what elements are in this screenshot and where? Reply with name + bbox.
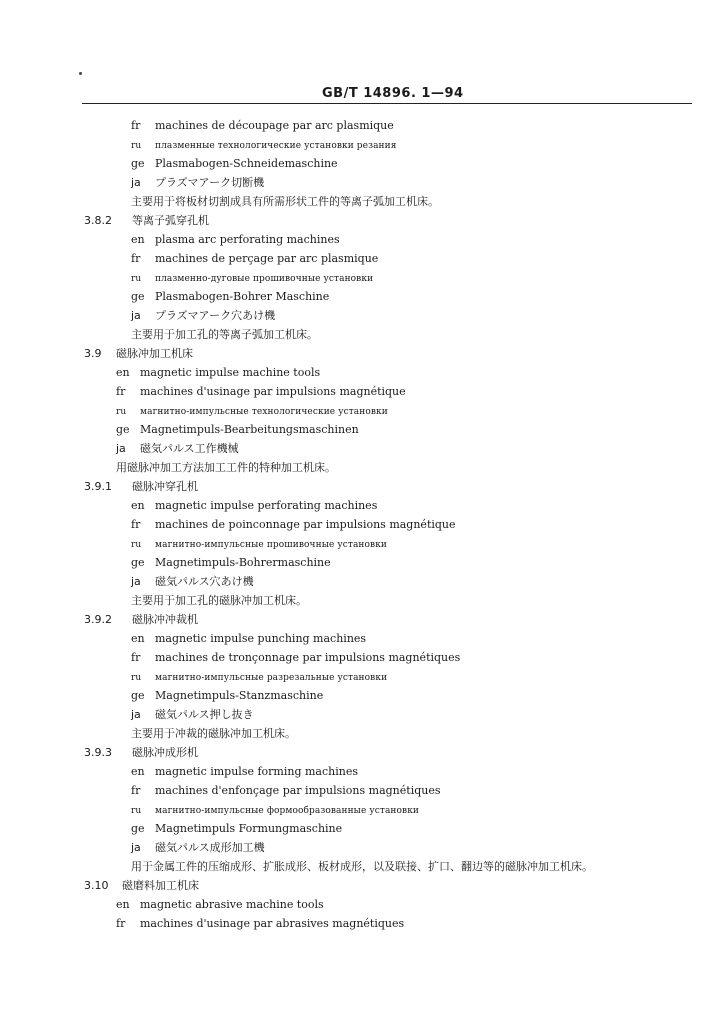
term-en: en magnetic impulse machine tools <box>116 366 321 379</box>
term-en: en plasma arc perforating machines <box>131 233 340 246</box>
definition: 主要用于冲裁的磁脉冲加工机床。 <box>131 727 296 740</box>
term-en: en magnetic impulse forming machines <box>131 765 358 778</box>
term-ja: ja 磁気パルス成形加工機 <box>131 841 265 854</box>
term-ru: ru магнитно-импульсные прошивочные установки <box>131 540 388 550</box>
term-en: en magnetic impulse punching machines <box>131 632 367 645</box>
definition: 主要用于加工孔的磁脉冲加工机床。 <box>131 594 307 607</box>
term-ge: ge Magnetimpuls Formungmaschine <box>131 822 343 835</box>
section-heading: 3.9.2 磁脉冲冲裁机 <box>84 613 198 626</box>
term-ru: ru магнитно-импульсные формообразованные установки <box>131 806 420 816</box>
term-ge: ge Magnetimpuls-Bearbeitungsmaschinen <box>116 423 359 436</box>
term-en: en magnetic impulse perforating machines <box>131 499 378 512</box>
term-fr: fr machines de tronçonnage par impulsions magnétiques <box>131 651 461 664</box>
term-fr: fr machines d'usinage par abrasives magnétiques <box>116 917 405 930</box>
term-ge: ge Magnetimpuls-Bohrermaschine <box>131 556 331 569</box>
term-fr: fr machines de perçage par arc plasmique <box>131 252 379 265</box>
definition: 主要用于加工孔的等离子弧加工机床。 <box>131 328 318 341</box>
definition: 用磁脉冲加工方法加工工件的特种加工机床。 <box>116 461 336 474</box>
term-ge: ge Magnetimpuls-Stanzmaschine <box>131 689 324 702</box>
definition: 用于金属工件的压缩成形、扩胀成形、板材成形，以及联接、扩口、翻边等的磁脉冲加工机床。 <box>131 860 593 873</box>
term-ja: ja プラズマアーク切断機 <box>131 176 265 189</box>
term-fr: fr machines d'enfonçage par impulsions magnétiques <box>131 784 441 797</box>
scan-dot <box>79 72 82 75</box>
term-ja: ja 磁気パルス工作機械 <box>116 442 239 455</box>
term-ja: ja 磁気パルス穴あけ機 <box>131 575 254 588</box>
page-header: GB/T 14896. 1—94 <box>322 86 464 101</box>
section-heading: 3.9.3 磁脉冲成形机 <box>84 746 198 759</box>
definition: 主要用于将板材切割成具有所需形状工件的等离子弧加工机床。 <box>131 195 439 208</box>
term-ge: ge Plasmabogen-Bohrer Maschine <box>131 290 330 303</box>
term-ja: ja プラズマアーク穴あけ機 <box>131 309 276 322</box>
section-heading: 3.9.1 磁脉冲穿孔机 <box>84 480 198 493</box>
section-heading: 3.8.2 等离子弧穿孔机 <box>84 214 209 227</box>
term-ja: ja 磁気パルス押し抜き <box>131 708 254 721</box>
term-fr: fr machines de poinconnage par impulsions magnétique <box>131 518 456 531</box>
term-fr: fr machines d'usinage par impulsions magnétique <box>116 385 406 398</box>
term-ru: ru плазменные технологические установки резания <box>131 141 397 151</box>
term-ru: ru плазменно-дуговые прошивочные установки <box>131 274 374 284</box>
term-ru: ru магнитно-импульсные разрезальные установки <box>131 673 388 683</box>
term-ru: ru магнитно-импульсные технологические установки <box>116 407 388 417</box>
term-en: en magnetic abrasive machine tools <box>116 898 324 911</box>
term-ge: ge Plasmabogen-Schneidemaschine <box>131 157 338 170</box>
section-heading: 3.10 磁磨料加工机床 <box>84 879 199 892</box>
header-rule <box>82 103 692 104</box>
section-heading: 3.9 磁脉冲加工机床 <box>84 347 193 360</box>
term-fr: fr machines de découpage par arc plasmique <box>131 119 394 132</box>
